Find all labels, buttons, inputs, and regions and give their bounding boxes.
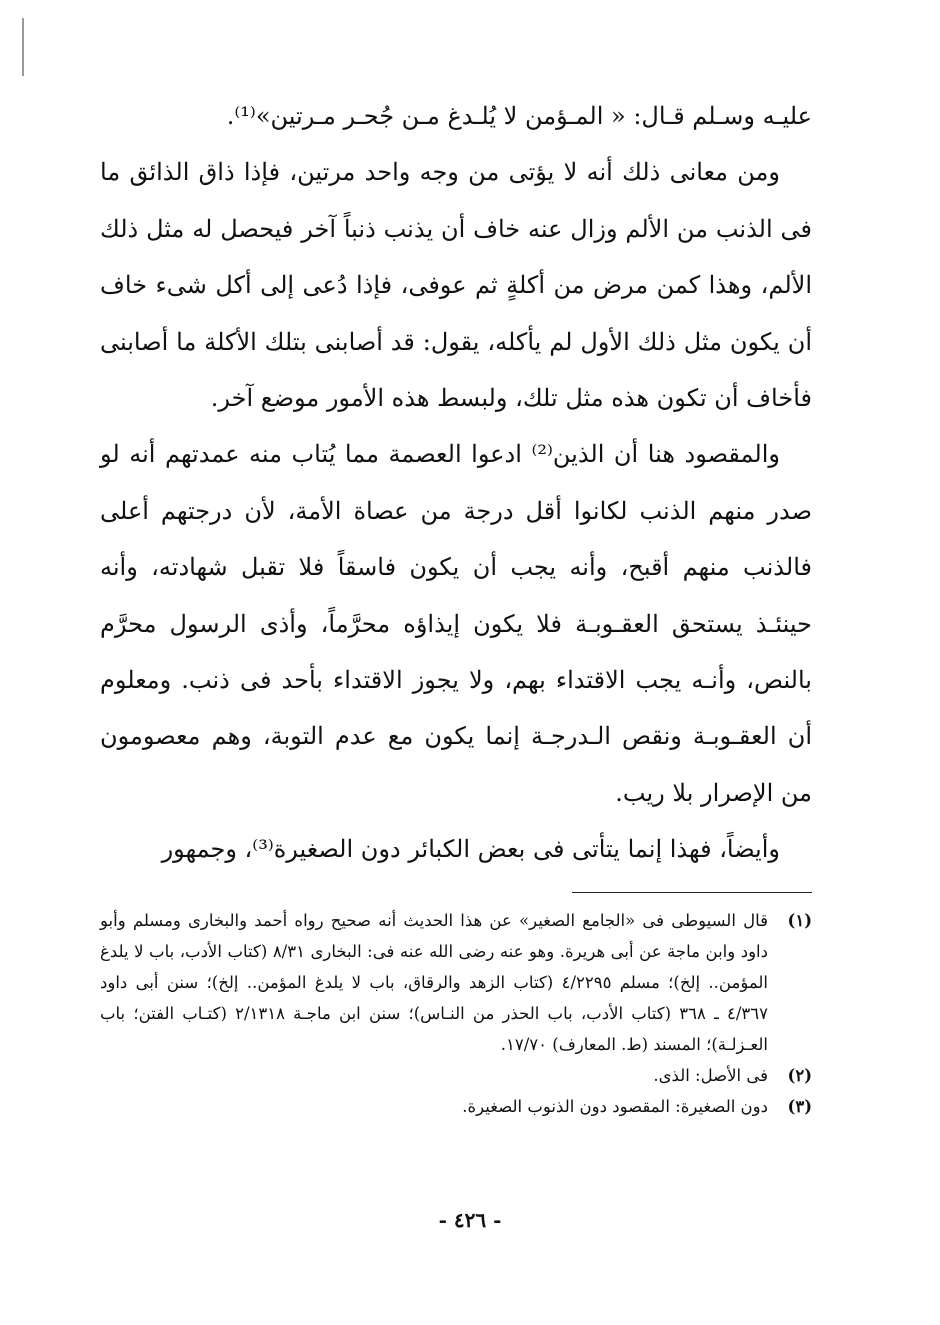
footnote-divider bbox=[572, 892, 812, 893]
page-number: - ٤٢٦ - bbox=[438, 1208, 502, 1232]
footnote-text: قال السيوطى فى «الجامع الصغير» عن هذا الحديث أنه صحيح رواه أحمد والبخارى ومسلم وأبو داود وابن ماجة عن أبى هريرة. وهو عنه رضى الله عنه فى: البخارى ٨/٣١ (كتاب الأدب، باب لا يلدغ المؤمن.. إلخ)؛ مسلم ٤/٢٢٩٥ (كتاب الزهد والرقاق، باب لا يلدغ المؤمن.. إلخ)؛ سنن أبى داود ٤/٣٦٧ ـ ٣٦٨ (كتاب الأدب، باب الحذر من النـاس)؛ سنن ابن ماجـة ٢/١٣١٨ (كتـاب الفتن؛ باب العـزلـة)؛ المسند (ط. المعارف) ١٧/٧٠. bbox=[100, 910, 769, 1054]
paragraph-1: عليـه وسـلم قـال: « المـؤمن لا يُلـدغ مـن جُحـر مـرتين»⁽¹⁾. bbox=[226, 102, 812, 130]
footnote-text: فى الأصل: الذى. bbox=[653, 1065, 768, 1085]
footnote-number: (١) bbox=[787, 910, 812, 930]
footnote-text: دون الصغيرة: المقصود دون الذنوب الصغيرة. bbox=[462, 1096, 768, 1116]
paragraph-3: والمقصود هنا أن الذين⁽²⁾ ادعوا العصمة مما يُتاب منه عمدتهم أنه لو صدر منهم الذنب لكانوا أقل درجة من عصاة الأمة، لأن درجتهم أعلى فالذنب منهم أقبح، وأنه يجب أن يكون فاسقاً فلا تقبل شهادته، وأنه حينئـذ يستحق العقـوبـة فلا يكون إيذاؤه محرَّماً، وأذى الرسول محرَّم بالنص، وأنـه يجب الاقتداء بهم، ولا يجوز الاقتداء بأحد فى ذنب. ومعلوم أن العقـوبـة ونقص الـدرجـة إنما يكون مع عدم التوبة، وهم معصومون من الإصرار بلا ريب. bbox=[100, 440, 812, 807]
footnote-number: (٣) bbox=[787, 1096, 812, 1116]
page-content bbox=[100, 88, 812, 1122]
paragraph-2: ومن معانى ذلك أنه لا يؤتى من وجه واحد مرتين، فإذا ذاق الذائق ما فى الذنب من الألم وزال عنه خاف أن يذنب ذنباً آخر فيحصل له مثل ذلك الألم، وهذا كمن مرض من أكلةٍ ثم عوفى، فإذا دُعى إلى أكل شىء خاف أن يكون مثل ذلك الأول لم يأكله، يقول: قد أصابنى بتلك الأكلة ما أصابنى فأخاف أن تكون هذه مثل تلك، ولبسط هذه الأمور موضع آخر. bbox=[100, 158, 812, 413]
footnote-number: (٢) bbox=[787, 1065, 812, 1085]
paragraph-4: وأيضاً، فهذا إنما يتأتى فى بعض الكبائر دون الصغيرة⁽³⁾، وجمهور bbox=[161, 835, 780, 864]
scan-edge-mark bbox=[22, 18, 24, 76]
footnote-2 bbox=[100, 1060, 812, 1091]
footnote-3 bbox=[100, 1091, 812, 1122]
main-text bbox=[100, 88, 812, 878]
footnotes bbox=[100, 905, 812, 1122]
footnote-1 bbox=[100, 905, 812, 1060]
